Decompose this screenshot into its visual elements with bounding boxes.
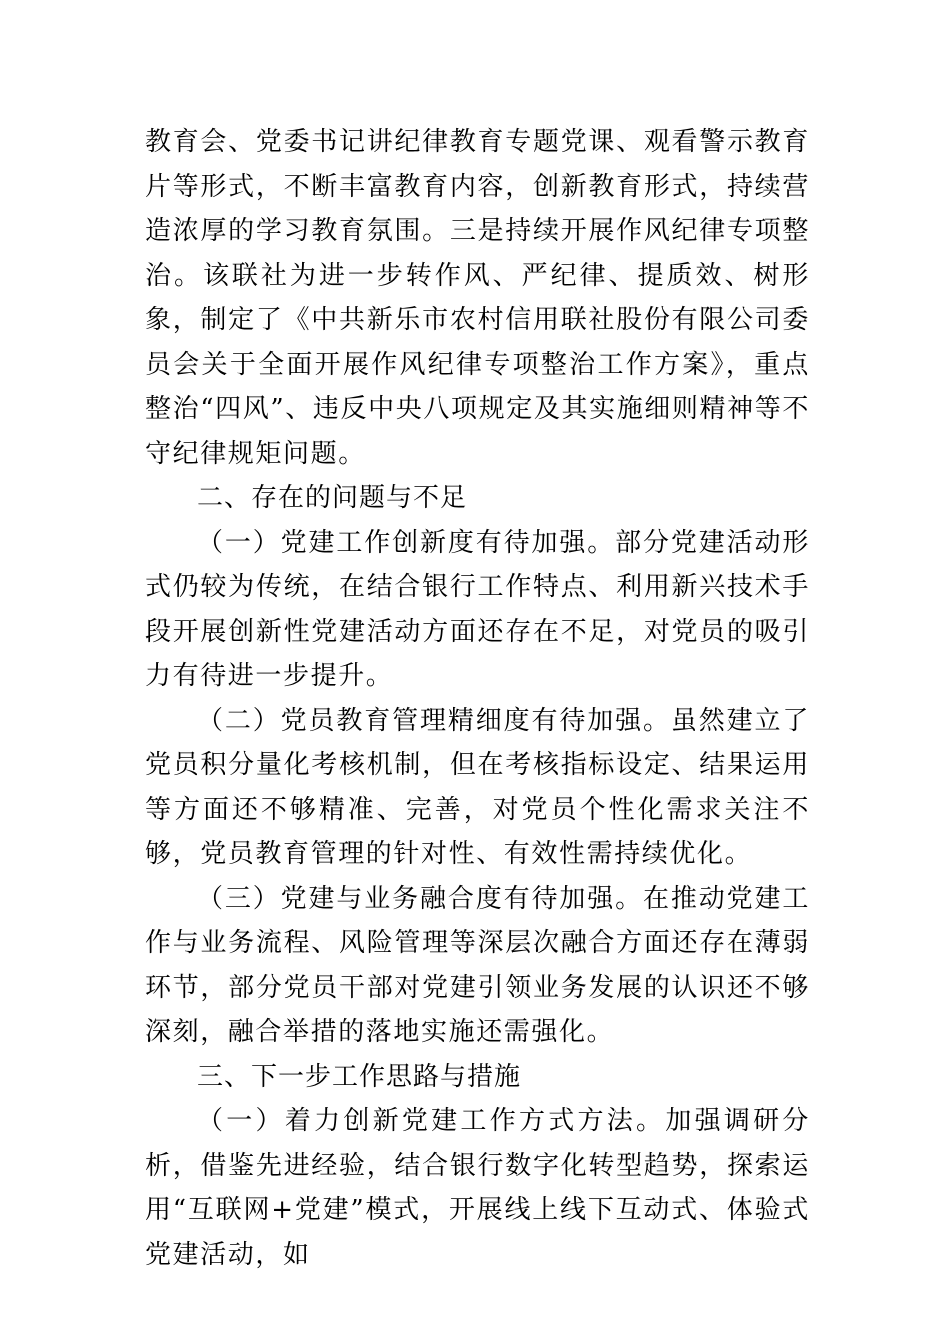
problem-item-3-lead: （三）党建与业务融合度有待加强。 [197, 883, 644, 914]
problem-item-1-lead: （一）党建工作创新度有待加强。 [197, 527, 616, 558]
problem-item-2-lead: （二）党员教育管理精细度有待加强。 [197, 705, 671, 736]
problem-item-1-body: 部分党建活动形式仍较为传统，在结合银行工作特点、利用新兴技术手段开展创新性党建活动方面还存在不足，对党员的吸引力有待进一步提升。 [145, 527, 810, 691]
problem-item-2 [145, 699, 810, 877]
problem-item-3 [145, 877, 810, 1055]
document-body [145, 120, 810, 1277]
problem-item-1 [145, 521, 810, 699]
measure-item-1-body: 加强调研分析，借鉴先进经验，结合银行数字化转型趋势，探索运用“互联网+党建”模式，开展线上线下互动式、体验式党建活动，如 [145, 1106, 810, 1270]
problem-item-3-body: 在推动党建工作与业务流程、风险管理等深层次融合方面还存在薄弱环节，部分党员干部对党建引领业务发展的认识还不够深刻，融合举措的落地实施还需强化。 [145, 883, 810, 1047]
section-heading-problems: 二、存在的问题与不足 [197, 483, 468, 513]
problem-item-2-body: 虽然建立了党员积分量化考核机制，但在考核指标设定、结果运用等方面还不够精准、完善，对党员个性化需求关注不够，党员教育管理的针对性、有效性需持续优化。 [145, 705, 810, 869]
section-heading-next-steps: 三、下一步工作思路与措施 [197, 1061, 522, 1092]
measure-item-1-lead: （一）着力创新党建工作方式方法。 [197, 1106, 666, 1136]
paragraph-continuation: 教育会、党委书记讲纪律教育专题党课、观看警示教育片等形式，不断丰富教育内容，创新教育形式，持续营造浓厚的学习教育氛围。三是持续开展作风纪律专项整治。该联社为进一步转作风、严纪律、提质效、树形象，制定了《中共新乐市农村信用联社股份有限公司委员会关于全面开展作风纪律专项整治工作方案》，重点整治“四风”、违反中央八项规定及其实施细则精神等不守纪律规矩问题。 [145, 127, 810, 469]
measure-item-1 [145, 1099, 810, 1277]
